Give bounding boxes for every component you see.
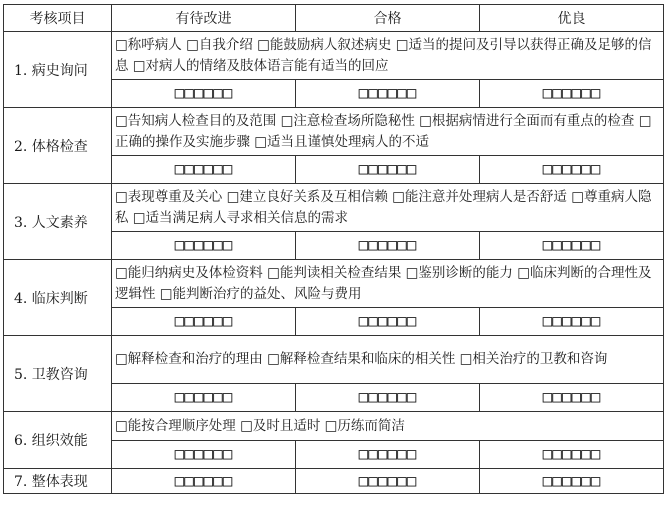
item-label: 6. 组织效能 — [4, 412, 112, 469]
criteria-row — [4, 412, 664, 441]
score-excellent — [480, 384, 664, 412]
criterion-checkbox[interactable]: □适当且谨慎处理病人的不适 — [254, 133, 430, 150]
score-boxes[interactable]: □□□□□□ — [174, 159, 233, 178]
header-needs-improvement: 有待改进 — [112, 5, 296, 32]
criterion-checkbox[interactable]: □能判断治疗的益处、风险与费用 — [159, 285, 362, 302]
criterion-checkbox[interactable]: □能判读相关检查结果 — [267, 264, 402, 281]
score-boxes[interactable]: □□□□□□ — [542, 387, 601, 406]
score-pass — [296, 232, 480, 260]
criteria-row — [4, 260, 664, 308]
score-pass — [296, 469, 480, 494]
header-row — [4, 5, 664, 32]
criteria-cell — [112, 336, 664, 384]
criteria-cell — [112, 260, 664, 308]
score-boxes[interactable]: □□□□□□ — [174, 311, 233, 330]
criterion-checkbox[interactable]: □及时且适时 — [240, 417, 321, 434]
score-needs-improvement — [112, 308, 296, 336]
criterion-checkbox[interactable]: □告知病人检查目的及范围 — [115, 112, 277, 129]
criterion-checkbox[interactable]: □对病人的情绪及肢体语言能有适当的回应 — [132, 57, 389, 74]
criterion-checkbox[interactable]: □称呼病人 — [115, 36, 182, 53]
assessment-form — [3, 4, 664, 494]
score-needs-improvement — [112, 80, 296, 108]
score-boxes[interactable]: □□□□□□ — [174, 83, 233, 102]
score-needs-improvement — [112, 469, 296, 494]
score-excellent — [480, 156, 664, 184]
score-needs-improvement — [112, 156, 296, 184]
assessment-table — [3, 4, 664, 494]
criteria-row — [4, 184, 664, 232]
criteria-row — [4, 32, 664, 80]
header-item: 考核项目 — [4, 5, 112, 32]
score-pass — [296, 441, 480, 469]
item-label: 3. 人文素养 — [4, 184, 112, 260]
criterion-checkbox[interactable]: □适当满足病人寻求相关信息的需求 — [132, 209, 349, 226]
score-pass — [296, 156, 480, 184]
header-excellent: 优良 — [480, 5, 664, 32]
criterion-checkbox[interactable]: □历练而简洁 — [324, 417, 405, 434]
criterion-checkbox[interactable]: □能按合理顺序处理 — [115, 417, 236, 434]
item-label: 7. 整体表现 — [4, 469, 112, 494]
score-boxes[interactable]: □□□□□□ — [542, 311, 601, 330]
score-boxes[interactable]: □□□□□□ — [174, 387, 233, 406]
score-boxes[interactable]: □□□□□□ — [358, 311, 417, 330]
score-boxes[interactable]: □□□□□□ — [542, 470, 601, 490]
score-excellent — [480, 441, 664, 469]
score-boxes[interactable]: □□□□□□ — [174, 470, 233, 490]
score-boxes[interactable]: □□□□□□ — [358, 470, 417, 490]
score-pass — [296, 384, 480, 412]
score-pass — [296, 80, 480, 108]
criteria-row — [4, 336, 664, 384]
score-boxes[interactable]: □□□□□□ — [542, 235, 601, 254]
score-boxes[interactable]: □□□□□□ — [358, 444, 417, 463]
item-label: 2. 体格检查 — [4, 108, 112, 184]
score-pass — [296, 308, 480, 336]
score-boxes[interactable]: □□□□□□ — [542, 83, 601, 102]
score-needs-improvement — [112, 384, 296, 412]
item-label: 1. 病史询问 — [4, 32, 112, 108]
criterion-checkbox[interactable]: □临床判断的合理性及逻辑性 — [115, 264, 652, 302]
score-excellent — [480, 80, 664, 108]
criterion-checkbox[interactable]: □注意检查场所隐秘性 — [280, 112, 415, 129]
criterion-checkbox[interactable]: □鉴别诊断的能力 — [405, 264, 513, 281]
score-excellent — [480, 469, 664, 494]
criterion-checkbox[interactable]: □相关治疗的卫教和咨询 — [459, 351, 608, 367]
criterion-checkbox[interactable]: □自我介绍 — [186, 36, 253, 53]
criterion-checkbox[interactable]: □能归纳病史及体检资料 — [115, 264, 263, 281]
criterion-checkbox[interactable]: □表现尊重及关心 — [115, 188, 223, 205]
criterion-checkbox[interactable]: □正确的操作及实施步骤 — [115, 112, 652, 150]
criterion-checkbox[interactable]: □适当的提问及引导以获得正确及足够的信息 — [115, 36, 652, 74]
criteria-cell — [112, 412, 664, 441]
criterion-checkbox[interactable]: □解释检查和治疗的理由 — [115, 351, 263, 367]
total-row — [4, 469, 664, 494]
criterion-checkbox[interactable]: □建立良好关系及互相信赖 — [226, 188, 388, 205]
score-excellent — [480, 232, 664, 260]
score-boxes[interactable]: □□□□□□ — [358, 235, 417, 254]
criterion-checkbox[interactable]: □尊重病人隐私 — [115, 188, 652, 226]
score-boxes[interactable]: □□□□□□ — [358, 159, 417, 178]
score-boxes[interactable]: □□□□□□ — [542, 159, 601, 178]
score-needs-improvement — [112, 232, 296, 260]
criterion-checkbox[interactable]: □能鼓励病人叙述病史 — [257, 36, 392, 53]
item-label: 4. 临床判断 — [4, 260, 112, 336]
score-boxes[interactable]: □□□□□□ — [174, 444, 233, 463]
score-excellent — [480, 308, 664, 336]
criteria-cell — [112, 32, 664, 80]
header-pass: 合格 — [296, 5, 480, 32]
score-boxes[interactable]: □□□□□□ — [358, 83, 417, 102]
score-boxes[interactable]: □□□□□□ — [358, 387, 417, 406]
score-boxes[interactable]: □□□□□□ — [542, 444, 601, 463]
criteria-row — [4, 108, 664, 156]
criteria-cell — [112, 108, 664, 156]
criterion-checkbox[interactable]: □解释检查结果和临床的相关性 — [267, 351, 456, 367]
criterion-checkbox[interactable]: □能注意并处理病人是否舒适 — [392, 188, 567, 205]
item-label: 5. 卫教咨询 — [4, 336, 112, 412]
criteria-cell — [112, 184, 664, 232]
criterion-checkbox[interactable]: □根据病情进行全面而有重点的检查 — [419, 112, 635, 129]
score-boxes[interactable]: □□□□□□ — [174, 235, 233, 254]
score-needs-improvement — [112, 441, 296, 469]
